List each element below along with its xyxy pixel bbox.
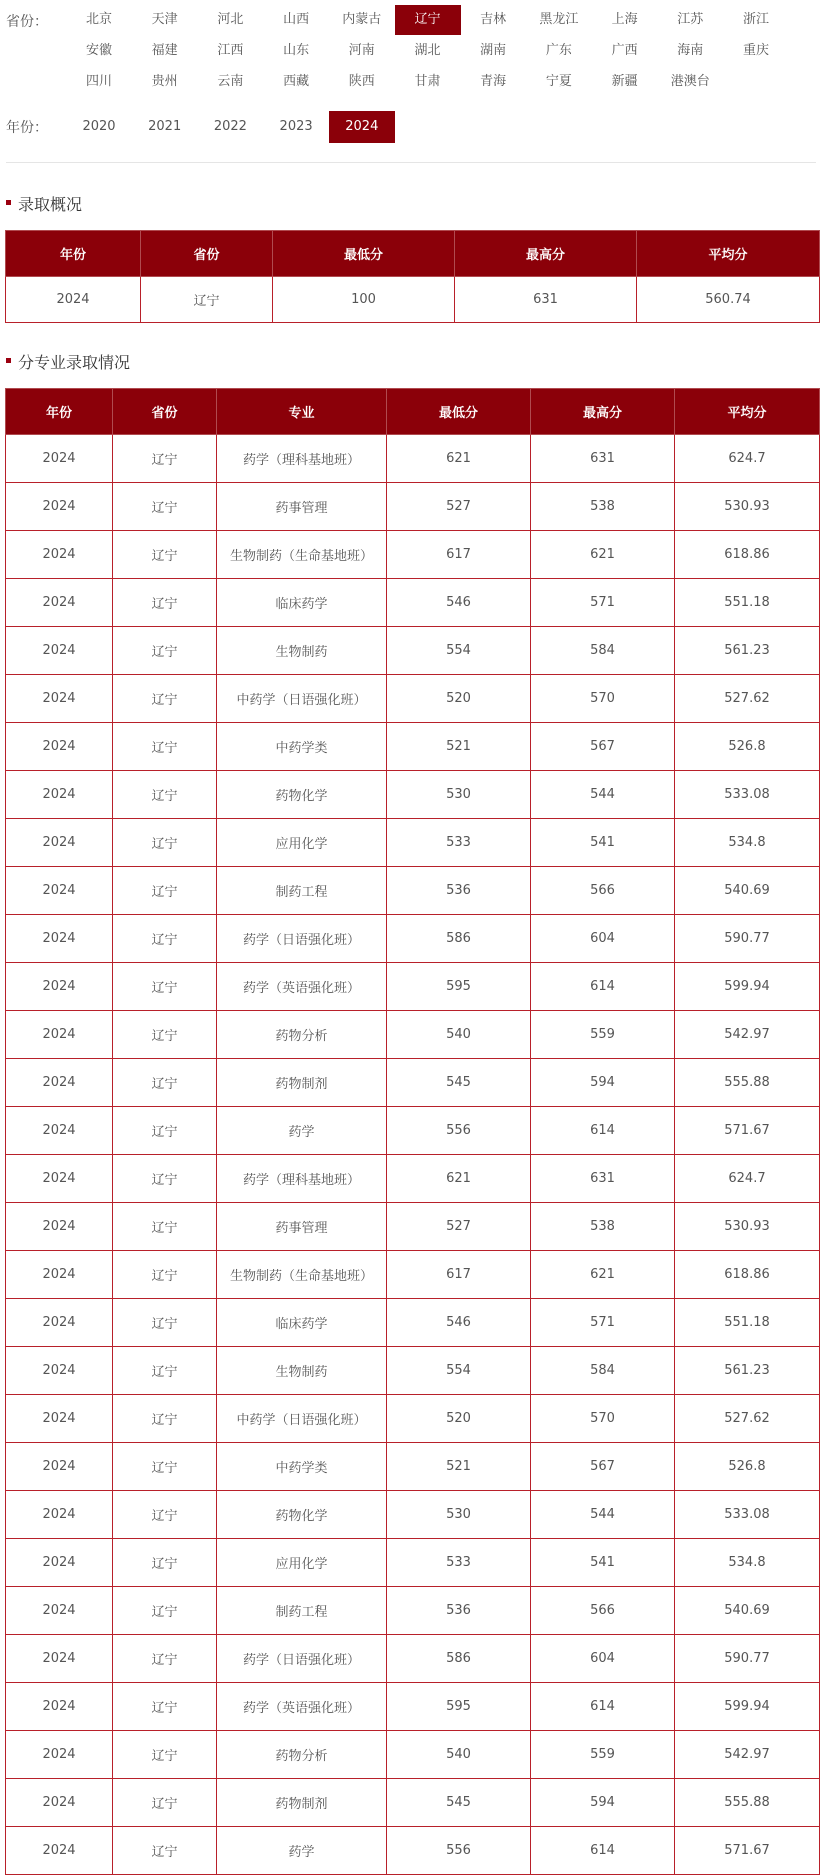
table-cell: 药物分析 bbox=[217, 1731, 387, 1779]
column-header: 省份 bbox=[113, 389, 217, 435]
table-cell: 药学（理科基地班） bbox=[217, 1155, 387, 1203]
table-cell: 571.67 bbox=[675, 1827, 820, 1875]
table-cell: 530.93 bbox=[675, 1203, 820, 1251]
table-cell: 辽宁 bbox=[113, 723, 217, 771]
table-cell: 621 bbox=[387, 435, 531, 483]
table-cell: 辽宁 bbox=[113, 1395, 217, 1443]
table-cell: 2024 bbox=[6, 1827, 113, 1875]
table-cell: 631 bbox=[455, 277, 637, 323]
table-cell: 2024 bbox=[6, 867, 113, 915]
table-cell: 561.23 bbox=[675, 627, 820, 675]
table-cell: 595 bbox=[387, 1683, 531, 1731]
table-cell: 618.86 bbox=[675, 1251, 820, 1299]
table-cell: 538 bbox=[531, 483, 675, 531]
table-cell: 辽宁 bbox=[113, 1731, 217, 1779]
table-cell: 药事管理 bbox=[217, 483, 387, 531]
table-row bbox=[6, 723, 820, 771]
province-option[interactable]: 海南 bbox=[677, 43, 704, 58]
table-cell: 2024 bbox=[6, 1683, 113, 1731]
table-row bbox=[6, 1155, 820, 1203]
province-filter-label: 省份： bbox=[6, 14, 48, 30]
province-option[interactable]: 西藏 bbox=[283, 74, 310, 89]
table-cell: 辽宁 bbox=[113, 531, 217, 579]
table-cell: 540.69 bbox=[675, 867, 820, 915]
year-option[interactable]: 2021 bbox=[148, 119, 182, 134]
column-header: 平均分 bbox=[675, 389, 820, 435]
table-cell: 631 bbox=[531, 1155, 675, 1203]
table-row bbox=[6, 435, 820, 483]
table-cell: 辽宁 bbox=[113, 771, 217, 819]
province-option[interactable]: 浙江 bbox=[742, 12, 769, 27]
table-cell: 586 bbox=[387, 915, 531, 963]
table-cell: 辽宁 bbox=[113, 1251, 217, 1299]
table-cell: 辽宁 bbox=[113, 1491, 217, 1539]
table-cell: 530 bbox=[387, 1491, 531, 1539]
table-cell: 药学（理科基地班） bbox=[217, 435, 387, 483]
table-cell: 551.18 bbox=[675, 1299, 820, 1347]
province-option[interactable]: 广西 bbox=[611, 43, 638, 58]
table-row bbox=[6, 579, 820, 627]
table-cell: 621 bbox=[531, 531, 675, 579]
table-cell: 559 bbox=[531, 1011, 675, 1059]
table-row bbox=[6, 1539, 820, 1587]
overview-section-title: 录取概况 bbox=[6, 192, 82, 215]
table-cell: 药学（英语强化班） bbox=[217, 963, 387, 1011]
table-cell: 604 bbox=[531, 1635, 675, 1683]
table-cell: 541 bbox=[531, 819, 675, 867]
table-cell: 药学 bbox=[217, 1827, 387, 1875]
table-cell: 571 bbox=[531, 1299, 675, 1347]
column-header: 年份 bbox=[6, 389, 113, 435]
table-cell: 2024 bbox=[6, 1395, 113, 1443]
province-option[interactable]: 江西 bbox=[217, 43, 244, 58]
column-header: 专业 bbox=[217, 389, 387, 435]
column-header: 最低分 bbox=[273, 231, 455, 277]
province-option[interactable]: 新疆 bbox=[611, 74, 638, 89]
province-option[interactable]: 河南 bbox=[348, 43, 375, 58]
table-cell: 526.8 bbox=[675, 1443, 820, 1491]
province-option[interactable]: 宁夏 bbox=[545, 74, 572, 89]
table-cell: 2024 bbox=[6, 579, 113, 627]
table-cell: 2024 bbox=[6, 771, 113, 819]
table-cell: 570 bbox=[531, 675, 675, 723]
table-cell: 2024 bbox=[6, 1155, 113, 1203]
table-row bbox=[6, 1731, 820, 1779]
table-cell: 545 bbox=[387, 1059, 531, 1107]
table-row bbox=[6, 1635, 820, 1683]
table-cell: 辽宁 bbox=[113, 915, 217, 963]
province-option[interactable]: 江苏 bbox=[677, 12, 704, 27]
province-option[interactable]: 河北 bbox=[217, 12, 244, 27]
table-cell: 540.69 bbox=[675, 1587, 820, 1635]
table-row bbox=[6, 483, 820, 531]
table-cell: 555.88 bbox=[675, 1779, 820, 1827]
table-cell: 辽宁 bbox=[113, 1059, 217, 1107]
table-cell: 541 bbox=[531, 1539, 675, 1587]
table-row bbox=[6, 1587, 820, 1635]
province-option[interactable]: 上海 bbox=[611, 12, 638, 27]
table-cell: 614 bbox=[531, 963, 675, 1011]
province-option[interactable]: 重庆 bbox=[742, 43, 769, 58]
table-cell: 540 bbox=[387, 1731, 531, 1779]
table-cell: 536 bbox=[387, 1587, 531, 1635]
table-row bbox=[6, 675, 820, 723]
table-cell: 辽宁 bbox=[113, 1299, 217, 1347]
table-cell: 辽宁 bbox=[113, 1203, 217, 1251]
table-cell: 2024 bbox=[6, 435, 113, 483]
table-cell: 571 bbox=[531, 579, 675, 627]
province-option[interactable]: 港澳台 bbox=[670, 74, 710, 89]
table-cell: 527 bbox=[387, 483, 531, 531]
table-cell: 辽宁 bbox=[113, 579, 217, 627]
province-option[interactable]: 贵州 bbox=[151, 74, 178, 89]
table-cell: 2024 bbox=[6, 723, 113, 771]
table-cell: 560.74 bbox=[637, 277, 820, 323]
table-cell: 614 bbox=[531, 1683, 675, 1731]
table-cell: 527.62 bbox=[675, 1395, 820, 1443]
province-option[interactable]: 四川 bbox=[85, 74, 112, 89]
column-header: 最高分 bbox=[531, 389, 675, 435]
table-cell: 546 bbox=[387, 579, 531, 627]
year-option[interactable]: 2022 bbox=[213, 119, 247, 134]
table-cell: 药物化学 bbox=[217, 771, 387, 819]
table-cell: 生物制药 bbox=[217, 627, 387, 675]
table-cell: 临床药学 bbox=[217, 579, 387, 627]
table-cell: 595 bbox=[387, 963, 531, 1011]
table-cell: 应用化学 bbox=[217, 1539, 387, 1587]
filter-panel bbox=[0, 0, 822, 152]
table-cell: 辽宁 bbox=[113, 1827, 217, 1875]
table-cell: 药物制剂 bbox=[217, 1059, 387, 1107]
table-cell: 2024 bbox=[6, 1347, 113, 1395]
table-cell: 551.18 bbox=[675, 579, 820, 627]
table-cell: 辽宁 bbox=[113, 627, 217, 675]
table-cell: 527 bbox=[387, 1203, 531, 1251]
table-cell: 614 bbox=[531, 1827, 675, 1875]
province-option[interactable]: 广东 bbox=[545, 43, 572, 58]
table-row bbox=[6, 1251, 820, 1299]
table-cell: 614 bbox=[531, 1107, 675, 1155]
table-cell: 药学（日语强化班） bbox=[217, 1635, 387, 1683]
table-cell: 中药学类 bbox=[217, 1443, 387, 1491]
table-row bbox=[6, 1347, 820, 1395]
table-cell: 生物制药（生命基地班） bbox=[217, 1251, 387, 1299]
table-cell: 530.93 bbox=[675, 483, 820, 531]
table-cell: 527.62 bbox=[675, 675, 820, 723]
province-option[interactable]: 辽宁 bbox=[395, 5, 461, 35]
table-cell: 594 bbox=[531, 1779, 675, 1827]
table-cell: 辽宁 bbox=[113, 867, 217, 915]
table-cell: 618.86 bbox=[675, 531, 820, 579]
table-cell: 辽宁 bbox=[113, 1683, 217, 1731]
table-cell: 538 bbox=[531, 1203, 675, 1251]
table-cell: 533 bbox=[387, 1539, 531, 1587]
table-cell: 2024 bbox=[6, 1731, 113, 1779]
column-header: 平均分 bbox=[637, 231, 820, 277]
table-cell: 辽宁 bbox=[141, 277, 273, 323]
table-row bbox=[6, 1443, 820, 1491]
table-cell: 药学（日语强化班） bbox=[217, 915, 387, 963]
table-cell: 2024 bbox=[6, 1539, 113, 1587]
province-option[interactable]: 甘肃 bbox=[414, 74, 441, 89]
table-cell: 辽宁 bbox=[113, 675, 217, 723]
table-cell: 556 bbox=[387, 1827, 531, 1875]
table-row bbox=[6, 1779, 820, 1827]
table-cell: 544 bbox=[531, 1491, 675, 1539]
table-cell: 2024 bbox=[6, 1587, 113, 1635]
table-row bbox=[6, 1299, 820, 1347]
province-option[interactable]: 内蒙古 bbox=[342, 12, 382, 27]
province-option[interactable]: 云南 bbox=[217, 74, 244, 89]
province-option[interactable]: 黑龙江 bbox=[539, 12, 579, 27]
table-row bbox=[6, 1107, 820, 1155]
table-cell: 555.88 bbox=[675, 1059, 820, 1107]
table-cell: 辽宁 bbox=[113, 819, 217, 867]
table-cell: 520 bbox=[387, 675, 531, 723]
table-cell: 药物分析 bbox=[217, 1011, 387, 1059]
province-option[interactable]: 北京 bbox=[85, 12, 112, 27]
table-cell: 2024 bbox=[6, 1107, 113, 1155]
majors-table bbox=[5, 388, 820, 1875]
province-option[interactable]: 福建 bbox=[151, 43, 178, 58]
table-cell: 621 bbox=[531, 1251, 675, 1299]
table-row bbox=[6, 915, 820, 963]
table-cell: 制药工程 bbox=[217, 867, 387, 915]
table-cell: 应用化学 bbox=[217, 819, 387, 867]
table-cell: 559 bbox=[531, 1731, 675, 1779]
table-cell: 540 bbox=[387, 1011, 531, 1059]
table-cell: 辽宁 bbox=[113, 1443, 217, 1491]
table-cell: 542.97 bbox=[675, 1731, 820, 1779]
table-cell: 556 bbox=[387, 1107, 531, 1155]
table-cell: 604 bbox=[531, 915, 675, 963]
majors-header-row bbox=[6, 389, 820, 435]
table-cell: 2024 bbox=[6, 627, 113, 675]
overview-header-row bbox=[6, 231, 820, 277]
column-header: 最低分 bbox=[387, 389, 531, 435]
table-cell: 542.97 bbox=[675, 1011, 820, 1059]
table-cell: 631 bbox=[531, 435, 675, 483]
table-row bbox=[6, 1683, 820, 1731]
province-option[interactable]: 山东 bbox=[283, 43, 310, 58]
table-cell: 药物制剂 bbox=[217, 1779, 387, 1827]
table-cell: 534.8 bbox=[675, 819, 820, 867]
table-cell: 554 bbox=[387, 627, 531, 675]
table-row bbox=[6, 963, 820, 1011]
table-cell: 566 bbox=[531, 867, 675, 915]
column-header: 最高分 bbox=[455, 231, 637, 277]
table-cell: 辽宁 bbox=[113, 1107, 217, 1155]
table-cell: 520 bbox=[387, 1395, 531, 1443]
table-cell: 2024 bbox=[6, 1011, 113, 1059]
column-header: 省份 bbox=[141, 231, 273, 277]
table-cell: 辽宁 bbox=[113, 963, 217, 1011]
year-option[interactable]: 2023 bbox=[279, 119, 313, 134]
table-cell: 621 bbox=[387, 1155, 531, 1203]
table-cell: 临床药学 bbox=[217, 1299, 387, 1347]
year-option[interactable]: 2020 bbox=[82, 119, 116, 134]
table-cell: 辽宁 bbox=[113, 1635, 217, 1683]
table-cell: 辽宁 bbox=[113, 1347, 217, 1395]
overview-data-row bbox=[6, 277, 820, 323]
table-cell: 2024 bbox=[6, 1203, 113, 1251]
table-row bbox=[6, 867, 820, 915]
table-cell: 辽宁 bbox=[113, 1011, 217, 1059]
province-option[interactable]: 山西 bbox=[283, 12, 310, 27]
table-cell: 2024 bbox=[6, 1635, 113, 1683]
province-option[interactable]: 湖北 bbox=[414, 43, 441, 58]
table-cell: 533.08 bbox=[675, 1491, 820, 1539]
overview-table bbox=[5, 230, 820, 323]
table-cell: 561.23 bbox=[675, 1347, 820, 1395]
table-cell: 2024 bbox=[6, 1251, 113, 1299]
table-cell: 594 bbox=[531, 1059, 675, 1107]
table-cell: 534.8 bbox=[675, 1539, 820, 1587]
column-header: 年份 bbox=[6, 231, 141, 277]
table-cell: 617 bbox=[387, 1251, 531, 1299]
table-cell: 566 bbox=[531, 1587, 675, 1635]
table-cell: 药学 bbox=[217, 1107, 387, 1155]
majors-table-body bbox=[6, 435, 820, 1875]
table-cell: 554 bbox=[387, 1347, 531, 1395]
table-cell: 533 bbox=[387, 819, 531, 867]
table-cell: 586 bbox=[387, 1635, 531, 1683]
table-cell: 590.77 bbox=[675, 915, 820, 963]
table-cell: 536 bbox=[387, 867, 531, 915]
table-cell: 辽宁 bbox=[113, 1779, 217, 1827]
majors-section-title: 分专业录取情况 bbox=[6, 350, 130, 373]
table-cell: 567 bbox=[531, 723, 675, 771]
table-cell: 530 bbox=[387, 771, 531, 819]
province-option[interactable]: 陕西 bbox=[348, 74, 375, 89]
table-cell: 2024 bbox=[6, 1443, 113, 1491]
province-option[interactable]: 安徽 bbox=[85, 43, 112, 58]
table-row bbox=[6, 819, 820, 867]
table-cell: 2024 bbox=[6, 1299, 113, 1347]
table-cell: 521 bbox=[387, 723, 531, 771]
table-cell: 辽宁 bbox=[113, 483, 217, 531]
table-cell: 567 bbox=[531, 1443, 675, 1491]
table-row bbox=[6, 1395, 820, 1443]
table-cell: 590.77 bbox=[675, 1635, 820, 1683]
table-cell: 辽宁 bbox=[113, 435, 217, 483]
table-cell: 中药学（日语强化班） bbox=[217, 675, 387, 723]
table-cell: 2024 bbox=[6, 915, 113, 963]
province-option[interactable]: 天津 bbox=[151, 12, 178, 27]
table-cell: 药事管理 bbox=[217, 1203, 387, 1251]
table-row bbox=[6, 1011, 820, 1059]
year-option[interactable]: 2024 bbox=[329, 111, 395, 143]
table-cell: 2024 bbox=[6, 1491, 113, 1539]
table-cell: 617 bbox=[387, 531, 531, 579]
table-cell: 533.08 bbox=[675, 771, 820, 819]
table-cell: 2024 bbox=[6, 1059, 113, 1107]
table-row bbox=[6, 771, 820, 819]
table-cell: 中药学类 bbox=[217, 723, 387, 771]
table-cell: 2024 bbox=[6, 277, 141, 323]
year-filter-label: 年份： bbox=[6, 120, 48, 136]
table-cell: 624.7 bbox=[675, 435, 820, 483]
table-cell: 100 bbox=[273, 277, 455, 323]
table-cell: 570 bbox=[531, 1395, 675, 1443]
province-option[interactable]: 湖南 bbox=[480, 43, 507, 58]
table-row bbox=[6, 627, 820, 675]
table-cell: 584 bbox=[531, 627, 675, 675]
table-cell: 药学（英语强化班） bbox=[217, 1683, 387, 1731]
table-row bbox=[6, 1059, 820, 1107]
table-cell: 2024 bbox=[6, 675, 113, 723]
table-cell: 中药学（日语强化班） bbox=[217, 1395, 387, 1443]
table-cell: 624.7 bbox=[675, 1155, 820, 1203]
table-cell: 584 bbox=[531, 1347, 675, 1395]
table-cell: 521 bbox=[387, 1443, 531, 1491]
table-cell: 2024 bbox=[6, 963, 113, 1011]
table-cell: 辽宁 bbox=[113, 1539, 217, 1587]
table-cell: 生物制药（生命基地班） bbox=[217, 531, 387, 579]
table-cell: 2024 bbox=[6, 1779, 113, 1827]
table-cell: 辽宁 bbox=[113, 1155, 217, 1203]
province-option[interactable]: 吉林 bbox=[480, 12, 507, 27]
table-cell: 药物化学 bbox=[217, 1491, 387, 1539]
table-cell: 2024 bbox=[6, 483, 113, 531]
table-row bbox=[6, 531, 820, 579]
section-divider bbox=[6, 162, 816, 163]
table-cell: 599.94 bbox=[675, 1683, 820, 1731]
table-cell: 2024 bbox=[6, 819, 113, 867]
table-row bbox=[6, 1491, 820, 1539]
table-cell: 2024 bbox=[6, 531, 113, 579]
table-cell: 辽宁 bbox=[113, 1587, 217, 1635]
table-cell: 571.67 bbox=[675, 1107, 820, 1155]
table-cell: 制药工程 bbox=[217, 1587, 387, 1635]
table-cell: 544 bbox=[531, 771, 675, 819]
table-cell: 546 bbox=[387, 1299, 531, 1347]
table-cell: 599.94 bbox=[675, 963, 820, 1011]
table-row bbox=[6, 1827, 820, 1875]
table-row bbox=[6, 1203, 820, 1251]
table-cell: 生物制药 bbox=[217, 1347, 387, 1395]
table-cell: 526.8 bbox=[675, 723, 820, 771]
province-option[interactable]: 青海 bbox=[480, 74, 507, 89]
table-cell: 545 bbox=[387, 1779, 531, 1827]
